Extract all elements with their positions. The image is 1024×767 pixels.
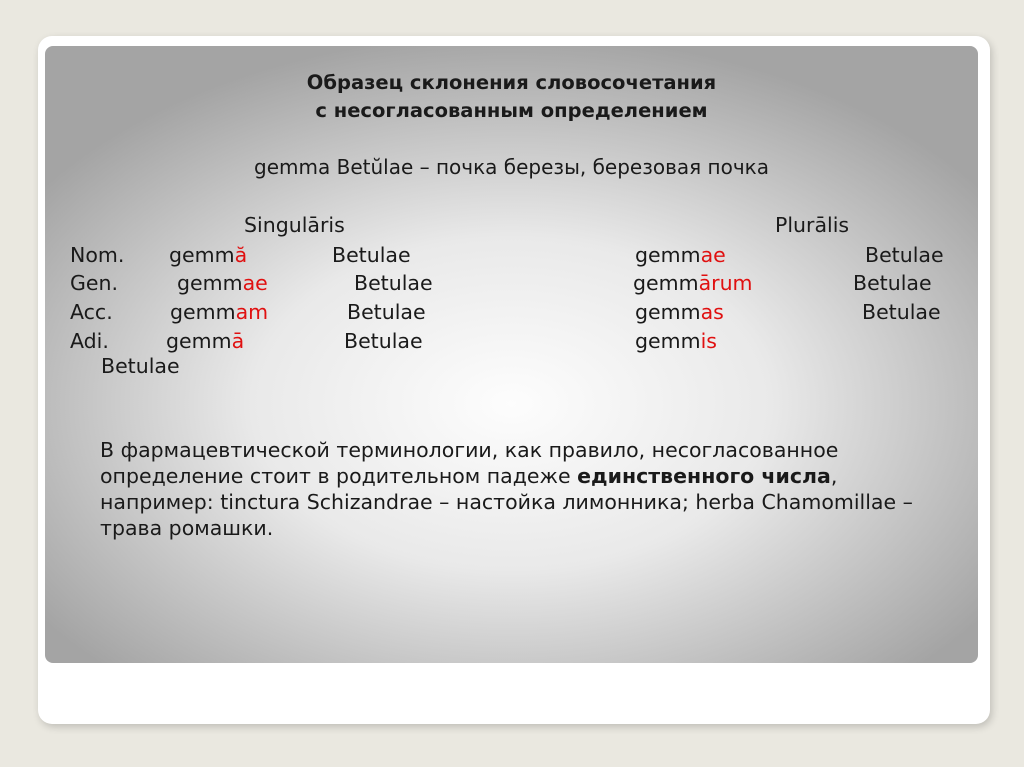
singular-noun-gen: [177, 269, 268, 297]
case-label-acc: Acc.: [70, 300, 113, 324]
explanation-paragraph: [100, 437, 950, 541]
title-line-2: с несогласованным определением: [315, 99, 708, 122]
singular-header: Singulāris: [244, 213, 345, 237]
plural-header: Plurālis: [775, 213, 850, 237]
noun-stem: gemm: [635, 243, 701, 267]
singular-noun-acc: [170, 298, 268, 326]
noun-stem: gemm: [635, 329, 701, 353]
noun-stem: gemm: [169, 243, 235, 267]
case-ending: ā: [231, 329, 245, 353]
singular-attr-acc: Betulae: [347, 300, 426, 324]
paragraph-text-2: , например: tinctura Schizandrae – настойка лимонника; herba Chamomillae – трава ромашки.: [100, 464, 913, 540]
paragraph-bold: единственного числа: [577, 464, 831, 488]
case-ending: ae: [242, 271, 268, 295]
plural-noun-nom: [635, 241, 726, 269]
plural-noun-adi: [635, 327, 717, 355]
slide: [45, 46, 978, 663]
plural-noun-gen: [633, 269, 753, 297]
plural-attr-acc: Betulae: [862, 300, 941, 324]
noun-stem: gemm: [166, 329, 232, 353]
paragraph-text-1: В фармацевтической терминологии, как правило, несогласованное определение стоит в родительном падеже: [100, 438, 839, 488]
case-label-nom: Nom.: [70, 243, 125, 267]
noun-stem: gemm: [170, 300, 236, 324]
case-ending: is: [700, 329, 717, 353]
plural-attr-gen: Betulae: [853, 271, 932, 295]
singular-attr-adi: Betulae: [344, 329, 423, 353]
singular-noun-adi: [166, 327, 244, 355]
case-ending: ārum: [698, 271, 753, 295]
case-ending: am: [235, 300, 269, 324]
case-ending: ae: [700, 243, 726, 267]
singular-attr-nom: Betulae: [332, 243, 411, 267]
case-label-gen: Gen.: [70, 271, 119, 295]
singular-noun-nom: [169, 241, 247, 269]
title-line-1: Образец склонения словосочетания: [306, 71, 717, 94]
plural-noun-acc: [635, 298, 724, 326]
case-ending: ă: [234, 243, 248, 267]
case-ending: as: [700, 300, 724, 324]
singular-attr-gen: Betulae: [354, 271, 433, 295]
noun-stem: gemm: [635, 300, 701, 324]
noun-stem: gemm: [633, 271, 699, 295]
subtitle: gemma Betŭlae – почка березы, березовая почка: [254, 155, 769, 179]
case-label-adi: Adi.: [70, 329, 109, 353]
plural-attr-adi-wrapped: Betulae: [101, 354, 180, 378]
noun-stem: gemm: [177, 271, 243, 295]
plural-attr-nom: Betulae: [865, 243, 944, 267]
